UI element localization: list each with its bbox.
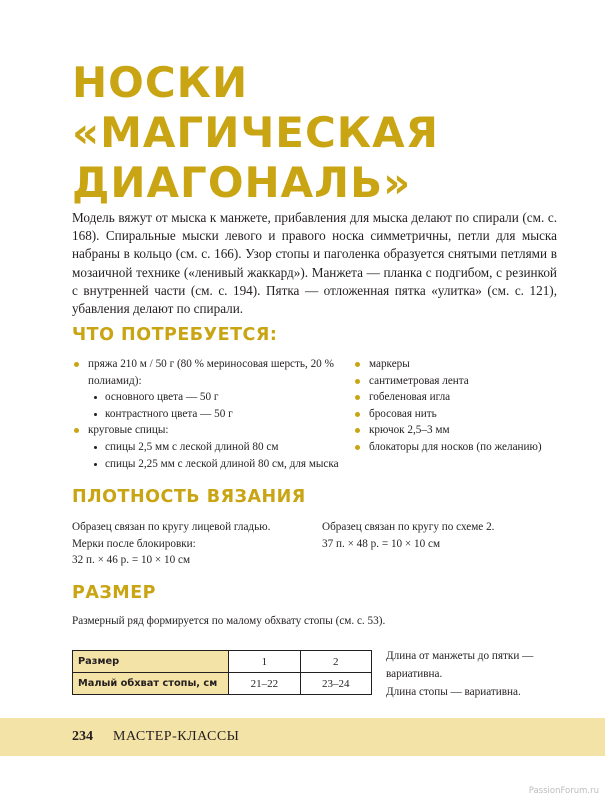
needles-sublist: [88, 439, 348, 472]
title-line-3: ДИАГОНАЛЬ»: [72, 158, 412, 207]
table-cell: 2: [300, 651, 371, 673]
materials-list-left: [73, 356, 348, 472]
running-head: МАСТЕР-КЛАССЫ: [113, 729, 240, 744]
materials-heading: ЧТО ПОТРЕБУЕТСЯ:: [72, 325, 278, 345]
gauge-line: Образец связан по кругу по схеме 2.: [322, 521, 495, 533]
gauge-line: Мерки после блокировки:: [72, 537, 196, 550]
size-note: Длина от манжеты до пятки — вариативна.: [386, 650, 534, 680]
table-row: [73, 651, 372, 673]
yarn-item: пряжа 210 м / 50 г (80 % мериносовая шерсть, 20 % полиамид):: [88, 358, 334, 387]
list-item: [73, 422, 348, 472]
size-heading: РАЗМЕР: [72, 583, 156, 603]
list-item: спицы 2,25 мм с леской длиной 80 см, для мыска: [88, 456, 348, 473]
needles-item: круговые спицы:: [88, 424, 169, 437]
watermark: PassionForum.ru: [528, 786, 599, 796]
size-table: [72, 650, 372, 695]
table-cell-label: Малый обхват стопы, см: [73, 673, 229, 695]
intro-paragraph: Модель вяжут от мыска к манжете, прибавления для мыска делают по спирали (см. с. 168). Спиральные мыски левого и правого носка симметричны, петли для мыска набраны в кольцо (см. с. 166). Узор стопы и паголенка образуется снятыми петлями в мозаичной технике («ленивый жаккард»). Манжета — планка с подгибом, с резинкой с внутренней части (см. с. 194). Пятка — отложенная пятка «улитка» (см. с. 121), убавления делают по спирали.: [72, 210, 557, 317]
title-line-2: «МАГИЧЕСКАЯ: [72, 108, 439, 157]
size-description: Размерный ряд формируется по малому обхвату стопы (см. с. 53).: [72, 615, 386, 627]
list-item: маркеры: [354, 356, 574, 373]
list-item: основного цвета — 50 г: [88, 389, 348, 406]
gauge-line: Образец связан по кругу лицевой гладью.: [72, 521, 271, 533]
table-row: [73, 673, 372, 695]
gauge-heading: ПЛОТНОСТЬ ВЯЗАНИЯ: [72, 487, 306, 507]
list-item: блокаторы для носков (по желанию): [354, 439, 574, 456]
yarn-sublist: [88, 389, 348, 422]
list-item: [73, 356, 348, 422]
gauge-line: 37 п. × 48 р. = 10 × 10 см: [322, 537, 441, 550]
list-item: сантиметровая лента: [354, 373, 574, 390]
list-item: крючок 2,5–3 мм: [354, 422, 574, 439]
list-item: бросовая нить: [354, 406, 574, 423]
gauge-left-text: [72, 519, 312, 569]
gauge-right-text: [322, 519, 562, 552]
list-item: гобеленовая игла: [354, 389, 574, 406]
size-notes: [386, 647, 566, 701]
materials-list-right: [354, 356, 574, 456]
list-item: контрастного цвета — 50 г: [88, 406, 348, 423]
table-cell: 1: [229, 651, 300, 673]
page-title: [72, 58, 542, 208]
gauge-line: 32 п. × 46 р. = 10 × 10 см: [72, 554, 191, 566]
page-number: 234: [72, 729, 93, 744]
size-note: Длина стопы — вариативна.: [386, 686, 521, 698]
table-cell: 21–22: [229, 673, 300, 695]
list-item: спицы 2,5 мм с леской длиной 80 см: [88, 439, 348, 456]
table-cell: 23–24: [300, 673, 371, 695]
table-cell-label: Размер: [73, 651, 229, 673]
title-line-1: НОСКИ: [72, 58, 249, 107]
